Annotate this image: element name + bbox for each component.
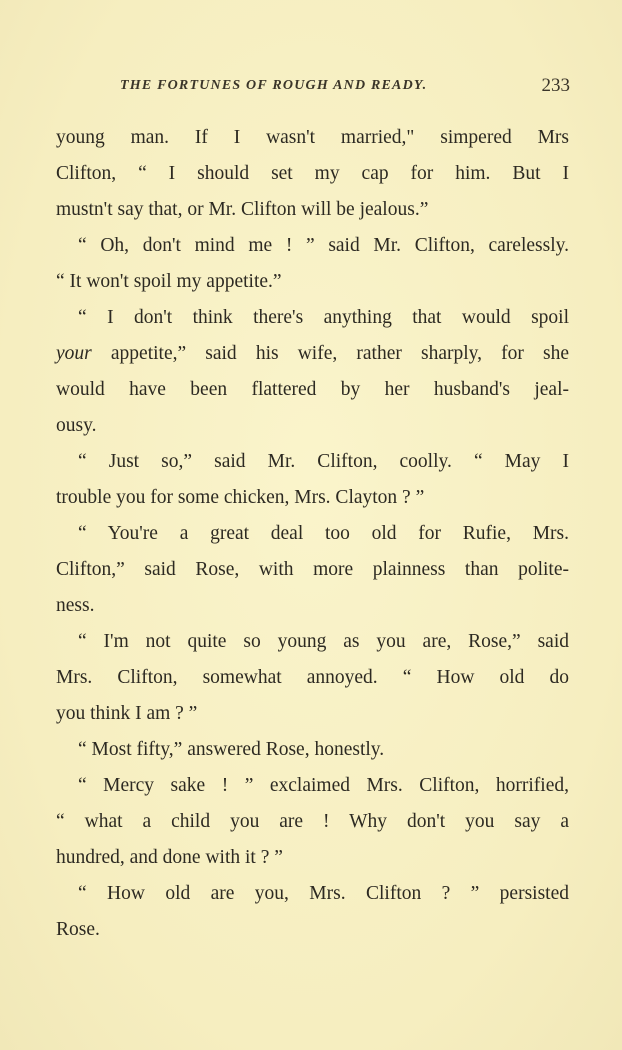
text-line: would have been flattered by her husband's jeal- (56, 379, 569, 400)
text-line: “ Mercy sake ! ” exclaimed Mrs. Clifton, horrified, (78, 775, 569, 796)
text-line: Clifton, “ I should set my cap for him. But I (56, 163, 569, 184)
text-line: “ what a child you are ! Why don't you say a (56, 811, 569, 832)
text-line: “ I'm not quite so young as you are, Rose,” said (78, 631, 569, 652)
text-line: mustn't say that, or Mr. Clifton will be jealous.” (56, 199, 429, 220)
text-line: ness. (56, 595, 95, 616)
text-line: Mrs. Clifton, somewhat annoyed. “ How old do (56, 667, 569, 688)
text-line: “ Just so,” said Mr. Clifton, coolly. “ May I (78, 451, 569, 472)
text-line: you think I am ? ” (56, 703, 198, 724)
page-number: 233 (541, 75, 570, 96)
italic-word: your (56, 343, 92, 364)
text-line: ousy. (56, 415, 97, 436)
text-line: hundred, and done with it ? ” (56, 847, 283, 868)
text-line: “ How old are you, Mrs. Clifton ? ” persisted (78, 883, 569, 904)
text-line: Rose. (56, 919, 100, 940)
text-line: young man. If I wasn't married," simpered Mrs (56, 127, 569, 148)
running-title: THE FORTUNES OF ROUGH AND READY. (120, 78, 428, 93)
text-line: “ I don't think there's anything that would spoil (78, 307, 569, 328)
running-head (120, 76, 570, 100)
text-line (56, 336, 569, 372)
text-line: “ Most fifty,” answered Rose, honestly. (78, 739, 385, 760)
body-text (56, 120, 569, 948)
text-line-rest: appetite,” said his wife, rather sharply, for she (91, 343, 569, 364)
text-line: “ It won't spoil my appetite.” (56, 271, 282, 292)
text-line: “ You're a great deal too old for Rufie, Mrs. (78, 523, 569, 544)
text-line: “ Oh, don't mind me ! ” said Mr. Clifton, carelessly. (78, 235, 569, 256)
text-line: trouble you for some chicken, Mrs. Clayton ? ” (56, 487, 425, 508)
text-line: Clifton,” said Rose, with more plainness than polite- (56, 559, 569, 580)
